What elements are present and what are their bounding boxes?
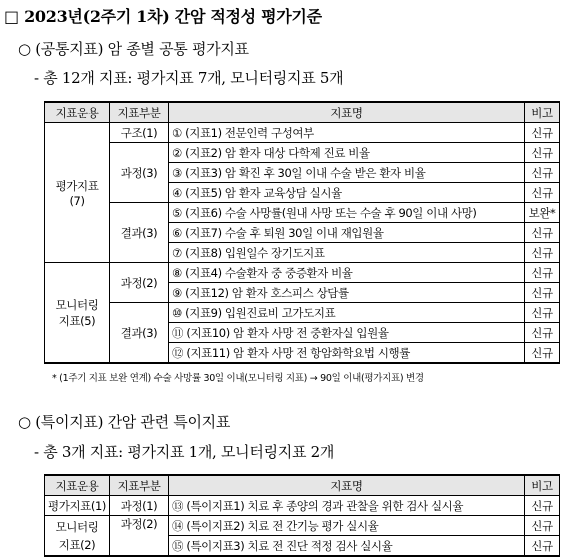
indicator-name: ② (지표2) 암 환자 대상 다학제 진료 비율 <box>169 143 525 163</box>
indicator-name: ⑩ (지표9) 입원진료비 고가도지표 <box>169 303 525 323</box>
part-cell: 과정(1) <box>110 496 169 516</box>
common-indicator-table <box>44 101 560 364</box>
footnote: * (1주기 지표 보완 연계) 수술 사망률 30일 이내(모니터링 지표) → 90일 이내(평가지표) 변경 <box>52 373 424 384</box>
indicator-note: 신규 <box>525 183 560 203</box>
indicator-note: 신규 <box>525 263 560 283</box>
specific-indicator-table <box>44 474 560 557</box>
section1-heading: ○ (공통지표) 암 종별 공통 평가지표 <box>18 40 249 58</box>
part-cell: 구조(1) <box>110 123 169 143</box>
indicator-name: ⑥ (지표7) 수술 후 퇴원 30일 이내 재입원율 <box>169 223 525 243</box>
indicator-note: 신규 <box>525 243 560 263</box>
indicator-note: 신규 <box>525 536 560 557</box>
indicator-name: ⑬ (특이지표1) 치료 후 종양의 경과 관찰을 위한 검사 실시율 <box>169 496 525 516</box>
group-monitoring: 모니터링 지표(2) <box>45 516 110 557</box>
indicator-note: 신규 <box>525 223 560 243</box>
indicator-note: 신규 <box>525 496 560 516</box>
header-note: 비고 <box>525 102 560 123</box>
indicator-name: ⑪ (지표10) 암 환자 사망 전 중환자실 입원율 <box>169 323 525 343</box>
indicator-name: ④ (지표5) 암 환자 교육상담 실시율 <box>169 183 525 203</box>
section2-heading: ○ (특이지표) 간암 관련 특이지표 <box>18 413 231 431</box>
indicator-name: ⑫ (지표11) 암 환자 사망 전 항암화학요법 시행률 <box>169 343 525 364</box>
indicator-name: ③ (지표3) 암 확진 후 30일 이내 수술 받은 환자 비율 <box>169 163 525 183</box>
indicator-name: ⑮ (특이지표3) 치료 전 진단 적정 검사 실시율 <box>169 536 525 557</box>
indicator-name: ⑨ (지표12) 암 환자 호스피스 상담률 <box>169 283 525 303</box>
group-evaluation: 평가지표 (7) <box>45 123 110 263</box>
part-cell: 과정(3) <box>110 143 169 203</box>
indicator-note: 신규 <box>525 516 560 536</box>
indicator-note: 신규 <box>525 283 560 303</box>
page-title: □ 2023년(2주기 1차) 간암 적정성 평가기준 <box>4 7 322 26</box>
part-cell: 결과(3) <box>110 303 169 364</box>
section2-summary: - 총 3개 지표: 평가지표 1개, 모니터링지표 2개 <box>34 443 335 461</box>
indicator-note: 신규 <box>525 163 560 183</box>
part-cell: 결과(3) <box>110 203 169 263</box>
header-operation: 지표운용 <box>45 475 110 496</box>
header-note: 비고 <box>525 475 560 496</box>
header-part: 지표부분 <box>110 102 169 123</box>
header-name: 지표명 <box>169 475 525 496</box>
indicator-note: 신규 <box>525 303 560 323</box>
group-monitoring: 모니터링 지표(5) <box>45 263 110 364</box>
indicator-note: 보완* <box>525 203 560 223</box>
indicator-name: ⑤ (지표6) 수술 사망률(원내 사망 또는 수술 후 90일 이내 사망) <box>169 203 525 223</box>
header-operation: 지표운용 <box>45 102 110 123</box>
section1-summary: - 총 12개 지표: 평가지표 7개, 모니터링지표 5개 <box>34 69 344 87</box>
indicator-name: ⑭ (특이지표2) 치료 전 간기능 평가 실시율 <box>169 516 525 536</box>
indicator-note: 신규 <box>525 323 560 343</box>
part-cell: 과정(2) <box>110 263 169 303</box>
indicator-name: ⑧ (지표4) 수술환자 중 중증환자 비율 <box>169 263 525 283</box>
header-name: 지표명 <box>169 102 525 123</box>
indicator-note: 신규 <box>525 123 560 143</box>
indicator-note: 신규 <box>525 143 560 163</box>
group-evaluation: 평가지표(1) <box>45 496 110 516</box>
indicator-name: ① (지표1) 전문인력 구성여부 <box>169 123 525 143</box>
header-part: 지표부분 <box>110 475 169 496</box>
part-cell: 과정(2) <box>110 516 169 557</box>
indicator-note: 신규 <box>525 343 560 364</box>
indicator-name: ⑦ (지표8) 입원일수 장기도지표 <box>169 243 525 263</box>
